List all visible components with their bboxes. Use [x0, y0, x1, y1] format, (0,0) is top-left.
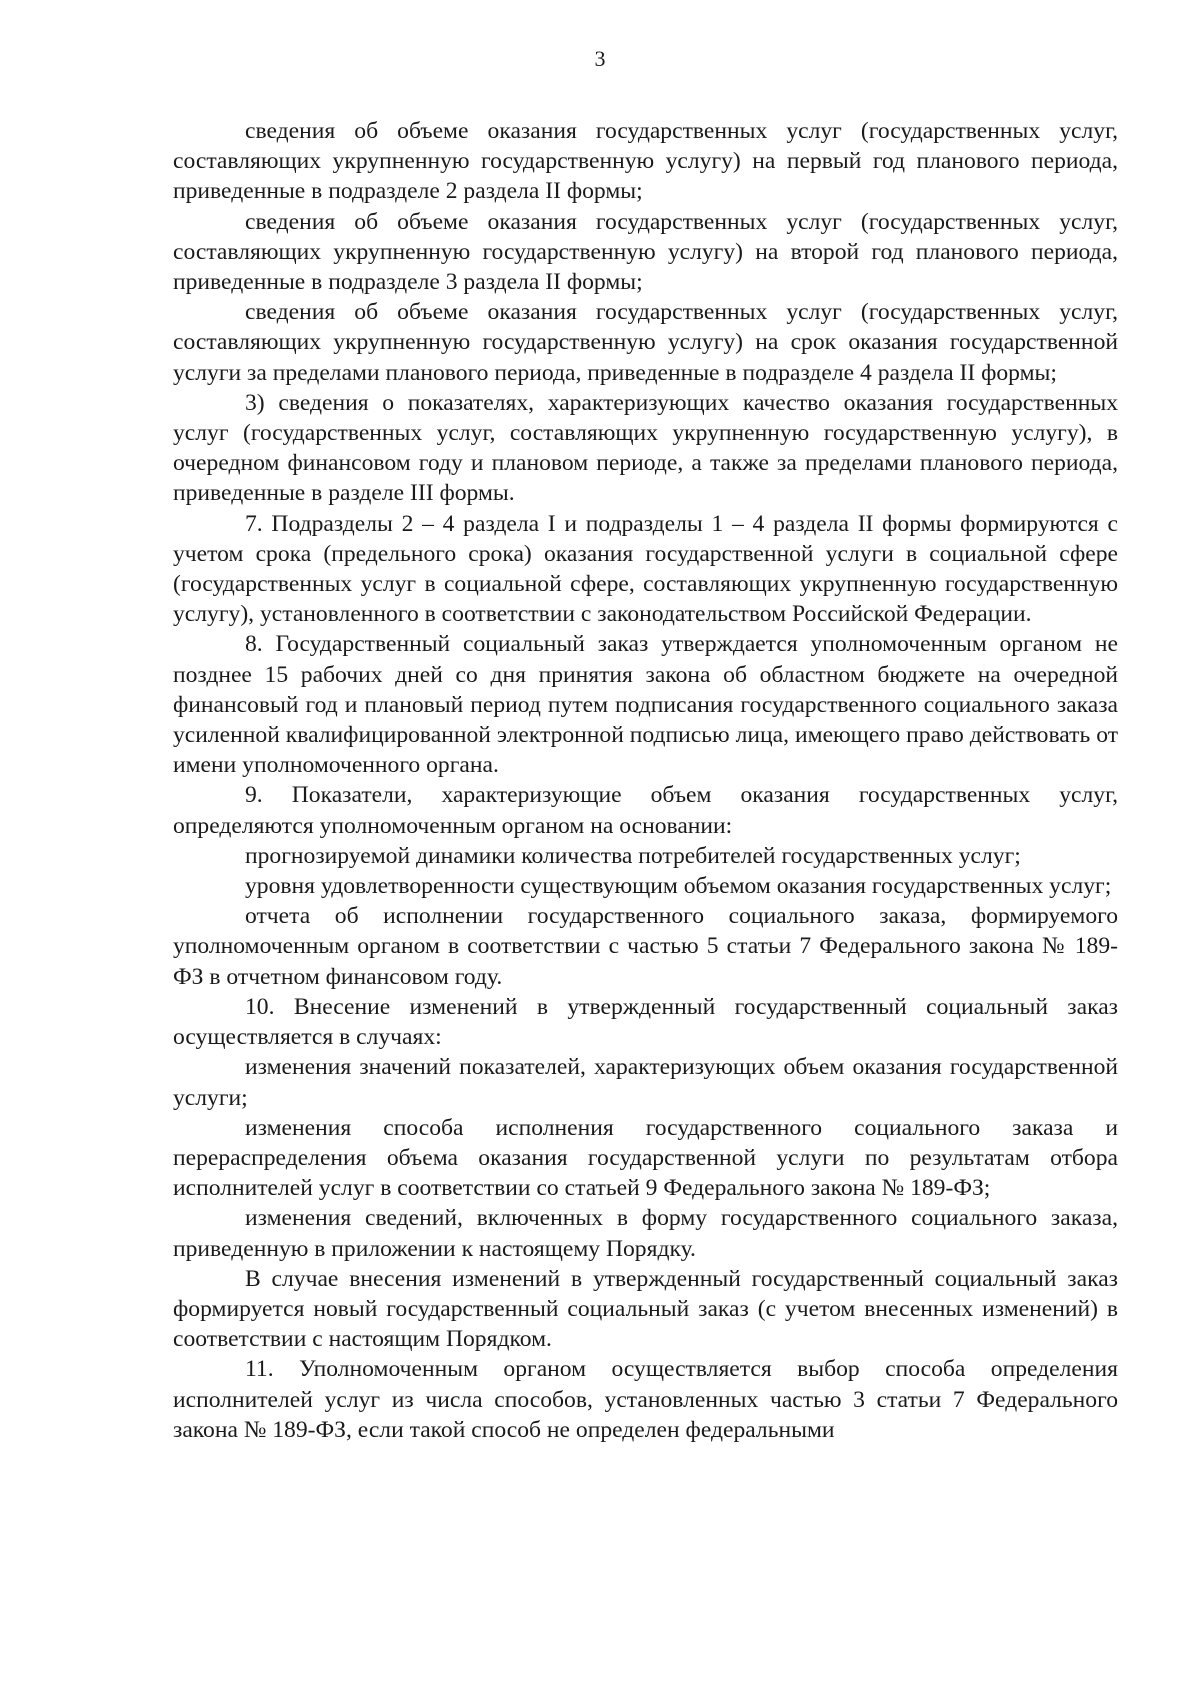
paragraph-8: прогнозируемой динамики количества потребителей государственных услуг;	[245, 842, 1021, 869]
paragraph-14: изменения сведений, включенных в форму государственного социального заказа, приведенную в приложении к настоящему Порядку.	[173, 1205, 1118, 1262]
page-number: 3	[594, 46, 606, 71]
paragraph-16: 11. Уполномоченным органом осуществляется выбор способа определения исполнителей услуг из числа способов, установленных частью 3 статьи 7 Федерального закона № 189-ФЗ, если такой способ не определен федеральными	[173, 1356, 1118, 1443]
paragraph-5: 7. Подразделы 2 – 4 раздела I и подразделы 1 – 4 раздела II формы формируются с учетом срока (предельного срока) оказания государственной услуги в социальной сфере (государственных услуг в социальной сфере, составляющих укрупненную государственную услугу), установленного в соответствии с законодательством Российской Федерации.	[173, 510, 1118, 628]
paragraph-13: изменения способа исполнения государственного социального заказа и перераспределения объема оказания государственной услуги по результатам отбора исполнителей услуг в соответствии со статьей 9 Федерального закона № 189-ФЗ;	[173, 1114, 1118, 1202]
paragraph-11: 10. Внесение изменений в утвержденный государственный социальный заказ осуществляется в случаях:	[173, 993, 1118, 1051]
paragraph-12: изменения значений показателей, характеризующих объем оказания государственной услуги;	[173, 1054, 1118, 1111]
paragraph-6: 8. Государственный социальный заказ утверждается уполномоченным органом не позднее 15 рабочих дней со дня принятия закона об областном бюджете на очередной финансовый год и плановый период путем подписания государственного социального заказа усиленной квалифицированной электронной подписью лица, имеющего право действовать от имени уполномоченного органа.	[173, 631, 1118, 779]
paragraph-7: 9. Показатели, характеризующие объем оказания государственных услуг, определяются уполномоченным органом на основании:	[173, 782, 1118, 839]
document-body	[173, 116, 1118, 1445]
paragraph-15: В случае внесения изменений в утвержденный государственный социальный заказ формируется новый государственный социальный заказ (с учетом внесенных изменений) в соответствии с настоящим Порядком.	[173, 1265, 1118, 1353]
paragraph-4: 3) сведения о показателях, характеризующих качество оказания государственных услуг (государственных услуг, составляющих укрупненную государственную услугу), в очередном финансовом году и плановом периоде, а также за пределами планового периода, приведенные в разделе III формы.	[173, 389, 1118, 507]
paragraph-9: уровня удовлетворенности существующим объемом оказания государственных услуг;	[245, 873, 1112, 900]
paragraph-3: сведения об объеме оказания государственных услуг (государственных услуг, составляющих укрупненную государственную услугу) на срок оказания государственной услуги за пределами планового периода, приведенные в подразделе 4 раздела II формы;	[173, 299, 1118, 386]
paragraph-2: сведения об объеме оказания государственных услуг (государственных услуг, составляющих укрупненную государственную услугу) на второй год планового периода, приведенные в подразделе 3 раздела II формы;	[173, 208, 1118, 296]
paragraph-10: отчета об исполнении государственного социального заказа, формируемого уполномоченным органом в соответствии с частью 5 статьи 7 Федерального закона № 189-ФЗ в отчетном финансовом году.	[173, 903, 1118, 990]
paragraph-1: сведения об объеме оказания государственных услуг (государственных услуг, составляющих укрупненную государственную услугу) на первый год планового периода, приведенные в подразделе 2 раздела II формы;	[173, 118, 1118, 205]
